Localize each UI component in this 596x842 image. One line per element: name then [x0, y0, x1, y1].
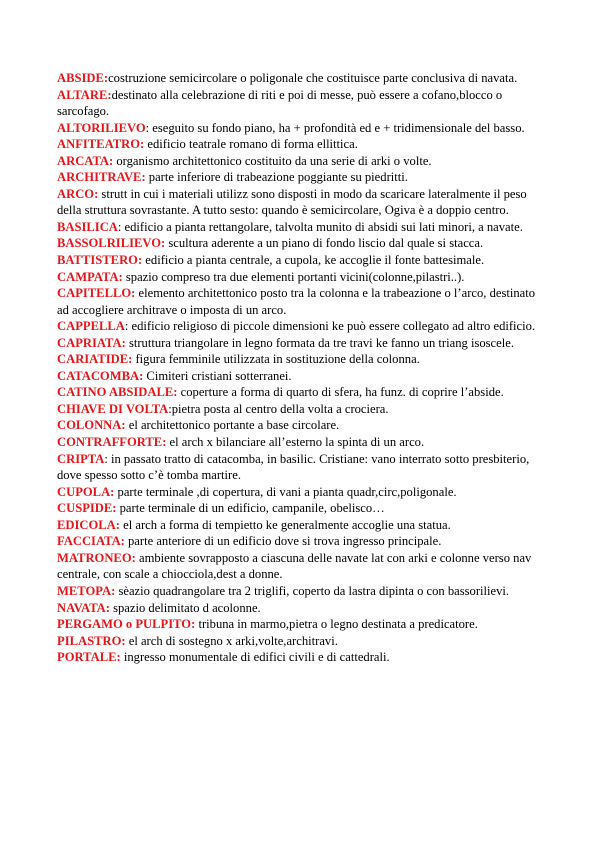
- glossary-term: CAPPELLA: [57, 319, 125, 334]
- glossary-entry: [57, 70, 543, 87]
- glossary-entry: [57, 533, 543, 550]
- glossary-definition: Cimiteri cristiani sotterranei.: [143, 368, 292, 383]
- glossary-term: FACCIATA:: [57, 534, 125, 549]
- glossary-definition: sèazio quadrangolare tra 2 triglifi, coperto da lastra dipinta o con bassorilievi.: [115, 583, 510, 598]
- glossary-definition: coperture a forma di quarto di sfera, ha funz. di coprire l’abside.: [177, 385, 504, 400]
- glossary-definition: : edificio religioso di piccole dimensioni ke può essere collegato ad altro edificio.: [124, 319, 536, 334]
- glossary-entry: [57, 219, 543, 236]
- glossary-term: CATACOMBA:: [57, 368, 144, 383]
- glossary-definition: ingresso monumentale di edifici civili e di cattedrali.: [120, 650, 390, 665]
- glossary-entry: [57, 235, 543, 252]
- glossary-entry: [57, 600, 543, 617]
- glossary-term: ARCATA:: [57, 153, 114, 168]
- glossary-term: CUPOLA:: [57, 484, 115, 499]
- glossary-entry: [57, 417, 543, 434]
- glossary-entry: [57, 649, 543, 666]
- glossary-entry: [57, 451, 543, 484]
- glossary-definition: el architettonico portante a base circolare.: [125, 418, 340, 433]
- glossary-entry: [57, 136, 543, 153]
- glossary-term: CRIPTA: [57, 451, 105, 466]
- glossary-definition: el arch a forma di tempietto ke generalmente accoglie una statua.: [119, 517, 451, 532]
- glossary-definition: tribuna in marmo,pietra o legno destinata a predicatore.: [195, 617, 478, 632]
- glossary-term: CATINO ABSIDALE:: [57, 385, 178, 400]
- glossary-term: CARIATIDE:: [57, 352, 133, 367]
- glossary-definition: :pietra posta al centro della volta a crociera.: [168, 401, 389, 416]
- glossary-entry: [57, 633, 543, 650]
- glossary-entry: [57, 583, 543, 600]
- glossary-term: PORTALE:: [57, 650, 121, 665]
- glossary-term: NAVATA:: [57, 600, 110, 615]
- glossary-entry: [57, 616, 543, 633]
- glossary-definition: costruzione semicircolare o poligonale che costituisce parte conclusiva di navata.: [108, 71, 518, 85]
- glossary-definition: : in passato tratto di catacomba, in basilic. Cristiane: vano interrato sotto presbiterio, dove spesso sotto c’è tomba martire.: [57, 451, 530, 483]
- glossary-entry: [57, 87, 543, 120]
- glossary-entry: [57, 269, 543, 286]
- glossary-entry: [57, 351, 543, 368]
- glossary-definition: figura femminile utilizzata in sostituzione della colonna.: [132, 352, 420, 367]
- glossary-entry: [57, 368, 543, 385]
- glossary-definition: el arch x bilanciare all’esterno la spinta di un arco.: [166, 435, 425, 450]
- glossary-term: CAMPATA:: [57, 269, 123, 284]
- glossary-term: CAPRIATA:: [57, 335, 126, 350]
- glossary-entry: [57, 169, 543, 186]
- glossary-term: ANFITEATRO:: [57, 137, 145, 152]
- glossary-term: METOPA:: [57, 583, 116, 598]
- glossary-definition: organismo architettonico costituito da una serie di arki o volte.: [113, 153, 432, 168]
- glossary-term: ALTARE:: [57, 87, 112, 102]
- glossary-definition: el arch di sostegno x arki,volte,architravi.: [125, 633, 338, 648]
- glossary-definition: spazio delimitato d acolonne.: [109, 600, 261, 615]
- glossary-definition: edificio a pianta centrale, a cupola, ke accoglie il fonte battesimale.: [142, 253, 485, 268]
- glossary-entry: [57, 550, 543, 583]
- glossary-entry: [57, 335, 543, 352]
- glossary-entry: [57, 252, 543, 269]
- glossary-definition: destinato alla celebrazione di riti e poi di messe, può essere a cofano,blocco o sarcofago.: [57, 87, 503, 119]
- glossary-entry: [57, 318, 543, 335]
- glossary-entry: [57, 517, 543, 534]
- glossary-term: PERGAMO o PULPITO:: [57, 617, 196, 632]
- glossary-definition: struttura triangolare in legno formata da tre travi ke fanno un triang isoscele.: [125, 335, 514, 350]
- glossary-definition: spazio compreso tra due elementi portanti vicini(colonne,pilastri..).: [122, 269, 465, 284]
- glossary-definition: : eseguito su fondo piano, ha + profondità ed e + tridimensionale del basso.: [145, 120, 525, 135]
- glossary-entry: [57, 484, 543, 501]
- glossary-term: ALTORILIEVO: [57, 120, 146, 135]
- glossary-entry: [57, 401, 543, 418]
- glossary-term: CUSPIDE:: [57, 501, 117, 516]
- glossary-term: ABSIDE:: [57, 71, 109, 85]
- glossary-entry: [57, 120, 543, 137]
- glossary-definition: strutt in cui i materiali utilizz sono disposti in modo da scaricare lateralmente il peso della struttura sovrastante. A tutto sesto: quando è semicircolare, Ogiva è a doppio centro.: [57, 186, 527, 218]
- glossary-entry: [57, 285, 543, 318]
- glossary-entry: [57, 434, 543, 451]
- glossary-term: EDICOLA:: [57, 517, 120, 532]
- glossary-entry: [57, 384, 543, 401]
- glossary-term: BASSOLRILIEVO:: [57, 236, 166, 251]
- glossary-term: CAPITELLO:: [57, 286, 136, 301]
- glossary-term: ARCHITRAVE:: [57, 170, 146, 185]
- glossary-definition: scultura aderente a un piano di fondo liscio dal quale si stacca.: [165, 236, 484, 251]
- glossary-definition: ambiente sovrapposto a ciascuna delle navate lat con arki e colonne verso nav centrale, con scale a chiocciola,dest a donne.: [57, 550, 532, 582]
- glossary-entry: [57, 153, 543, 170]
- glossary-definition: elemento architettonico posto tra la colonna e la trabeazione o l’arco, destinato ad accogliere architrave o imposta di un arco.: [57, 286, 536, 317]
- glossary-term: COLONNA:: [57, 418, 126, 433]
- glossary-term: BATTISTERO:: [57, 253, 143, 268]
- glossary-term: BASILICA: [57, 219, 118, 234]
- glossary-term: CONTRAFFORTE:: [57, 435, 167, 450]
- glossary-definition: parte inferiore di trabeazione poggiante su piedritti.: [145, 170, 408, 185]
- glossary-term: MATRONEO:: [57, 550, 136, 565]
- glossary-term: CHIAVE DI VOLTA: [57, 401, 169, 416]
- glossary-definition: parte terminale ,di copertura, di vani a pianta quadr,circ,poligonale.: [114, 484, 457, 499]
- glossary-definition: edificio teatrale romano di forma ellittica.: [144, 137, 358, 152]
- glossary-term: PILASTRO:: [57, 633, 126, 648]
- glossary-definition: parte anteriore di un edificio dove si trova ingresso principale.: [124, 534, 442, 549]
- glossary-definition: : edificio a pianta rettangolare, talvolta munito di absidi sui lati minori, a navate.: [117, 219, 523, 234]
- glossary-definition: parte terminale di un edificio, campanile, obelisco…: [116, 501, 385, 516]
- glossary-term: ARCO:: [57, 186, 99, 201]
- glossary-list: [57, 70, 543, 666]
- glossary-entry: [57, 186, 543, 219]
- glossary-entry: [57, 500, 543, 517]
